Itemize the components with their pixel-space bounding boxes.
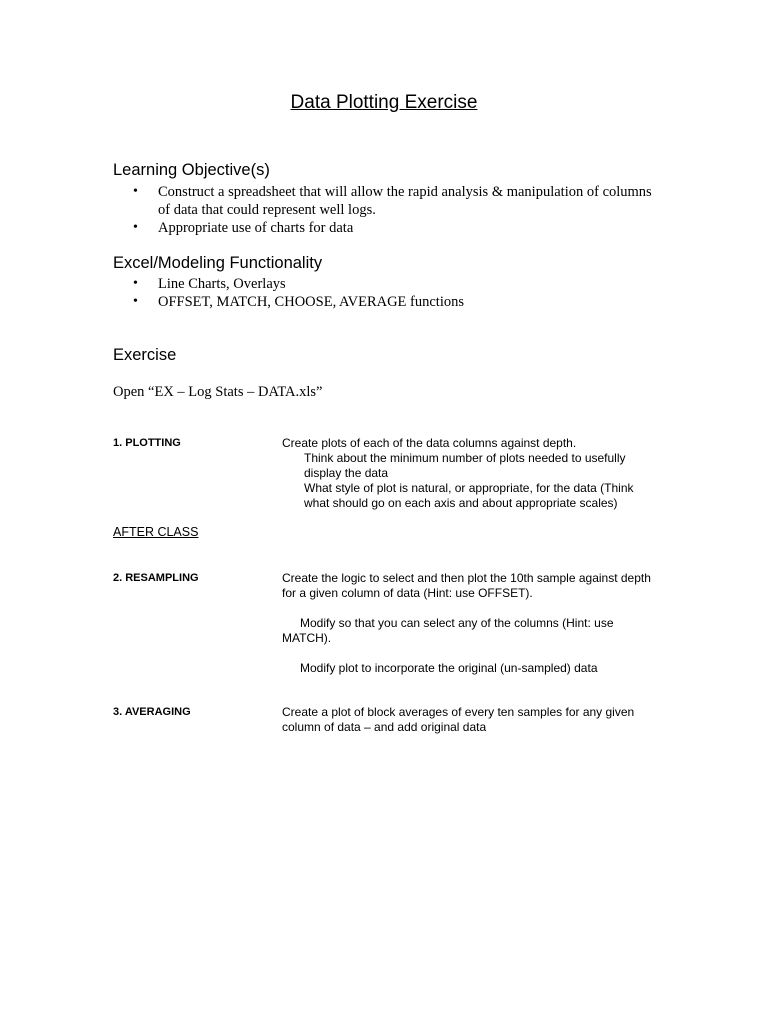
resampling-label: 2. RESAMPLING [113, 572, 199, 584]
resampling-paragraph: Modify plot to incorporate the original (un-sampled) data [300, 661, 598, 675]
list-item [113, 219, 653, 237]
bullet-icon: • [133, 276, 138, 291]
list-item [113, 293, 653, 311]
resampling-paragraph: Modify so that you can select any of the columns (Hint: use MATCH). [282, 616, 614, 645]
resampling-paragraph: Create the logic to select and then plot the 10th sample against depth for a given column of data (Hint: use OFFSET). [282, 571, 651, 600]
exercise-heading: Exercise [113, 346, 177, 364]
plotting-subpoint: What style of plot is natural, or appropriate, for the data (Think what should go on each axis and about appropriate scales) [304, 481, 634, 510]
list-item [113, 183, 653, 219]
functionality-list [113, 275, 653, 311]
learning-objectives-list [113, 183, 653, 237]
averaging-label: 3. AVERAGING [113, 706, 191, 718]
plotting-subpoint: Think about the minimum number of plots needed to usefully display the data [304, 451, 626, 480]
list-item-text: OFFSET, MATCH, CHOOSE, AVERAGE functions [158, 294, 465, 310]
averaging-description [282, 705, 662, 735]
list-item-text: Appropriate use of charts for data [158, 220, 354, 236]
list-item [113, 275, 653, 293]
plotting-description [282, 436, 662, 511]
plotting-line: Create plots of each of the data columns against depth. [282, 436, 577, 450]
averaging-paragraph: Create a plot of block averages of every ten samples for any given column of data – and add original data [282, 705, 635, 734]
list-item-text: Line Charts, Overlays [158, 276, 286, 292]
functionality-heading: Excel/Modeling Functionality [113, 254, 323, 272]
page-title: Data Plotting Exercise [290, 92, 478, 113]
plotting-label: 1. PLOTTING [113, 437, 181, 449]
bullet-icon: • [133, 184, 138, 199]
after-class-heading: AFTER CLASS [113, 525, 199, 539]
list-item-text: Construct a spreadsheet that will allow the rapid analysis & manipulation of columns of data that could represent well logs. [158, 184, 652, 218]
resampling-description [282, 571, 662, 676]
bullet-icon: • [133, 220, 138, 235]
open-file-instruction: Open “EX – Log Stats – DATA.xls” [113, 384, 323, 400]
bullet-icon: • [133, 294, 138, 309]
learning-objectives-heading: Learning Objective(s) [113, 161, 270, 179]
